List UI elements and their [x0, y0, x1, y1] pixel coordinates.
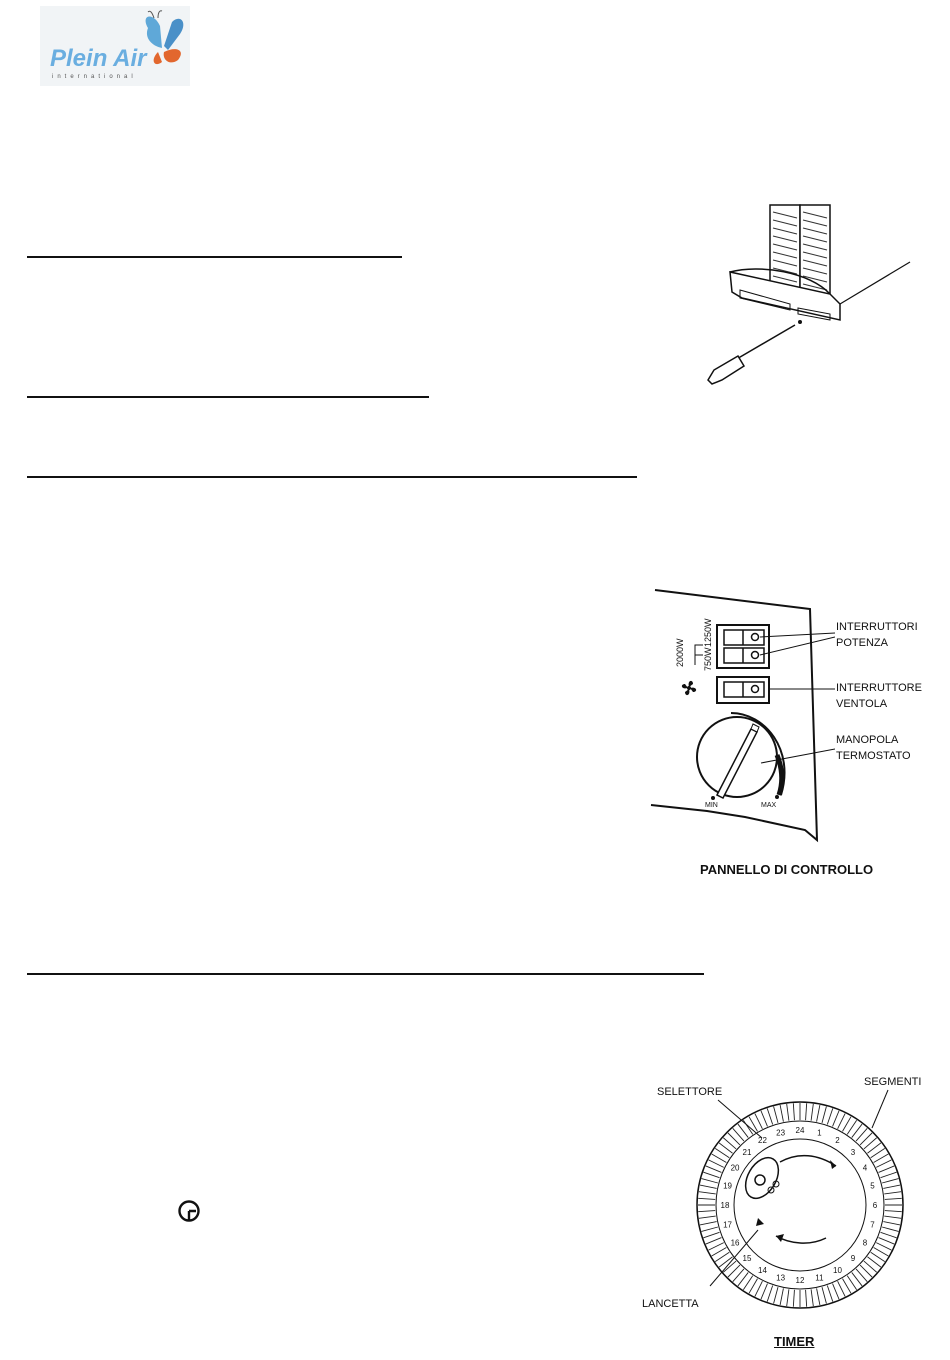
- svg-text:international: international: [52, 74, 137, 80]
- butterfly-logo-icon: [40, 6, 190, 86]
- timer-hour-label: 5: [870, 1181, 875, 1191]
- fan-icon: [682, 681, 696, 695]
- svg-text:Plein Air: Plein Air: [50, 45, 147, 72]
- timer-hour-label: 24: [795, 1126, 805, 1135]
- timer-hour-label: 18: [720, 1201, 730, 1210]
- timer-hour-label: 22: [758, 1136, 767, 1146]
- svg-text:2000W: 2000W: [675, 638, 685, 667]
- timer-hour-label: 17: [723, 1220, 733, 1230]
- section-rule-3: [27, 476, 637, 478]
- timer-symbol-icon: [177, 1199, 201, 1223]
- timer-hour-label: 6: [872, 1201, 878, 1210]
- timer-hour-label: 12: [795, 1276, 805, 1285]
- timer-caption: TIMER: [774, 1334, 815, 1349]
- svg-text:750W: 750W: [703, 647, 713, 671]
- brand-logo: [40, 6, 190, 86]
- timer-hour-label: 13: [776, 1273, 786, 1283]
- timer-hour-label: 9: [850, 1254, 856, 1264]
- timer-hour-label: 7: [870, 1220, 875, 1230]
- svg-text:1250W: 1250W: [703, 618, 713, 647]
- timer-hour-label: 15: [742, 1254, 752, 1264]
- control-panel-diagram: [645, 585, 835, 845]
- section-rule-2: [27, 396, 429, 398]
- section-rule-1: [27, 256, 402, 258]
- timer-segments-label: SEGMENTI: [864, 1076, 922, 1088]
- heater-screwdriver-illustration: [700, 200, 915, 390]
- timer-hour-label: 2: [835, 1136, 840, 1146]
- thermostat-knob-label: MANOPOLA TERMOSTATO: [836, 734, 911, 762]
- timer-hour-label: 16: [730, 1238, 740, 1248]
- svg-text:MAX: MAX: [761, 802, 777, 809]
- timer-hour-label: 21: [742, 1147, 752, 1157]
- timer-hour-label: 11: [815, 1273, 824, 1283]
- timer-dial: [640, 1080, 920, 1320]
- timer-hour-label: 14: [758, 1265, 767, 1275]
- section-rule-4: [27, 973, 704, 975]
- timer-hour-label: 3: [850, 1147, 856, 1157]
- timer-hour-label: 1: [817, 1128, 822, 1138]
- timer-hour-label: 20: [730, 1163, 740, 1173]
- svg-text:MIN: MIN: [705, 802, 718, 809]
- timer-pointer-label: LANCETTA: [642, 1298, 699, 1310]
- timer-hour-label: 10: [833, 1265, 842, 1275]
- timer-hour-label: 23: [776, 1128, 786, 1138]
- timer-hour-label: 4: [862, 1163, 868, 1173]
- control-panel-caption: PANNELLO DI CONTROLLO: [700, 862, 874, 877]
- fan-switch-label: INTERRUTTORE VENTOLA: [836, 682, 922, 710]
- timer-hour-label: 19: [723, 1181, 733, 1191]
- power-switches-label: INTERRUTTORI POTENZA: [836, 621, 918, 649]
- timer-hour-label: 8: [862, 1238, 868, 1248]
- timer-selector-label: SELETTORE: [657, 1086, 723, 1098]
